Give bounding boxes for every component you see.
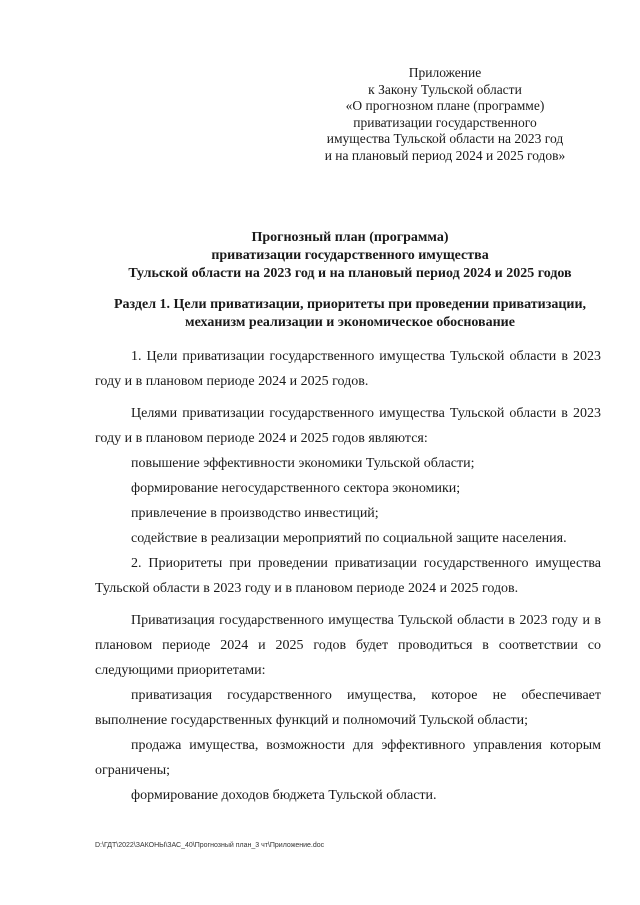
section-heading [60,296,640,332]
title-line: Прогнозный план (программа) [251,230,449,245]
goal-item: содействие в реализации мероприятий по социальной защите населения. [131,531,567,546]
paragraph-priorities-heading: 2. Приоритеты при проведении приватизации государственного имущества Тульской области в 2023 году и в плановом периоде 2024 и 2025 годов. [95,556,601,596]
title-line: Тульской области на 2023 год и на плановый период 2024 и 2025 годов [128,266,572,281]
paragraph-goals-heading: 1. Цели приватизации государственного имущества Тульской области в 2023 году и в плановом периоде 2024 и 2025 годов. [95,349,601,389]
document-title [60,229,640,283]
appendix-line: Приложение [408,65,482,80]
paragraph-goals-intro: Целями приватизации государственного имущества Тульской области в 2023 году и в плановом периоде 2024 и 2025 годов являются: [95,406,601,446]
appendix-line: и на плановый период 2024 и 2025 годов» [324,147,566,163]
title-line: приватизации государственного имущества [211,248,489,263]
priority-item: формирование доходов бюджета Тульской области. [131,788,437,803]
priority-item: приватизация государственного имущества, которое не обеспечивает выполнение государственных функций и полномочий Тульской области; [95,688,601,728]
goal-item: повышение эффективности экономики Тульской области; [131,456,475,471]
document-body [95,344,601,808]
goal-item: привлечение в производство инвестиций; [131,506,379,521]
file-path-footer: D:\ГДТ\2022\ЗАКОНЫ\ЗАС_40\Прогнозный план_3 чт\Приложение.doc [95,842,325,849]
paragraph-priorities-intro: Приватизация государственного имущества Тульской области в 2023 году и в плановом периоде 2024 и 2025 годов будет проводиться в соответствии со следующими приоритетами: [95,613,601,678]
section-line: Раздел 1. Цели приватизации, приоритеты при проведении приватизации, [113,297,587,312]
appendix-line: «О прогнозном плане (программе) [345,98,545,113]
appendix-header [300,65,590,164]
goal-item: формирование негосударственного сектора экономики; [131,481,461,496]
appendix-line: приватизации государственного [353,114,537,130]
appendix-line: к Закону Тульской области [368,81,522,97]
priority-item: продажа имущества, возможности для эффективного управления которым ограничены; [95,738,601,778]
appendix-line: имущества Тульской области на 2023 год [326,131,564,146]
section-line: механизм реализации и экономическое обоснование [185,315,515,330]
